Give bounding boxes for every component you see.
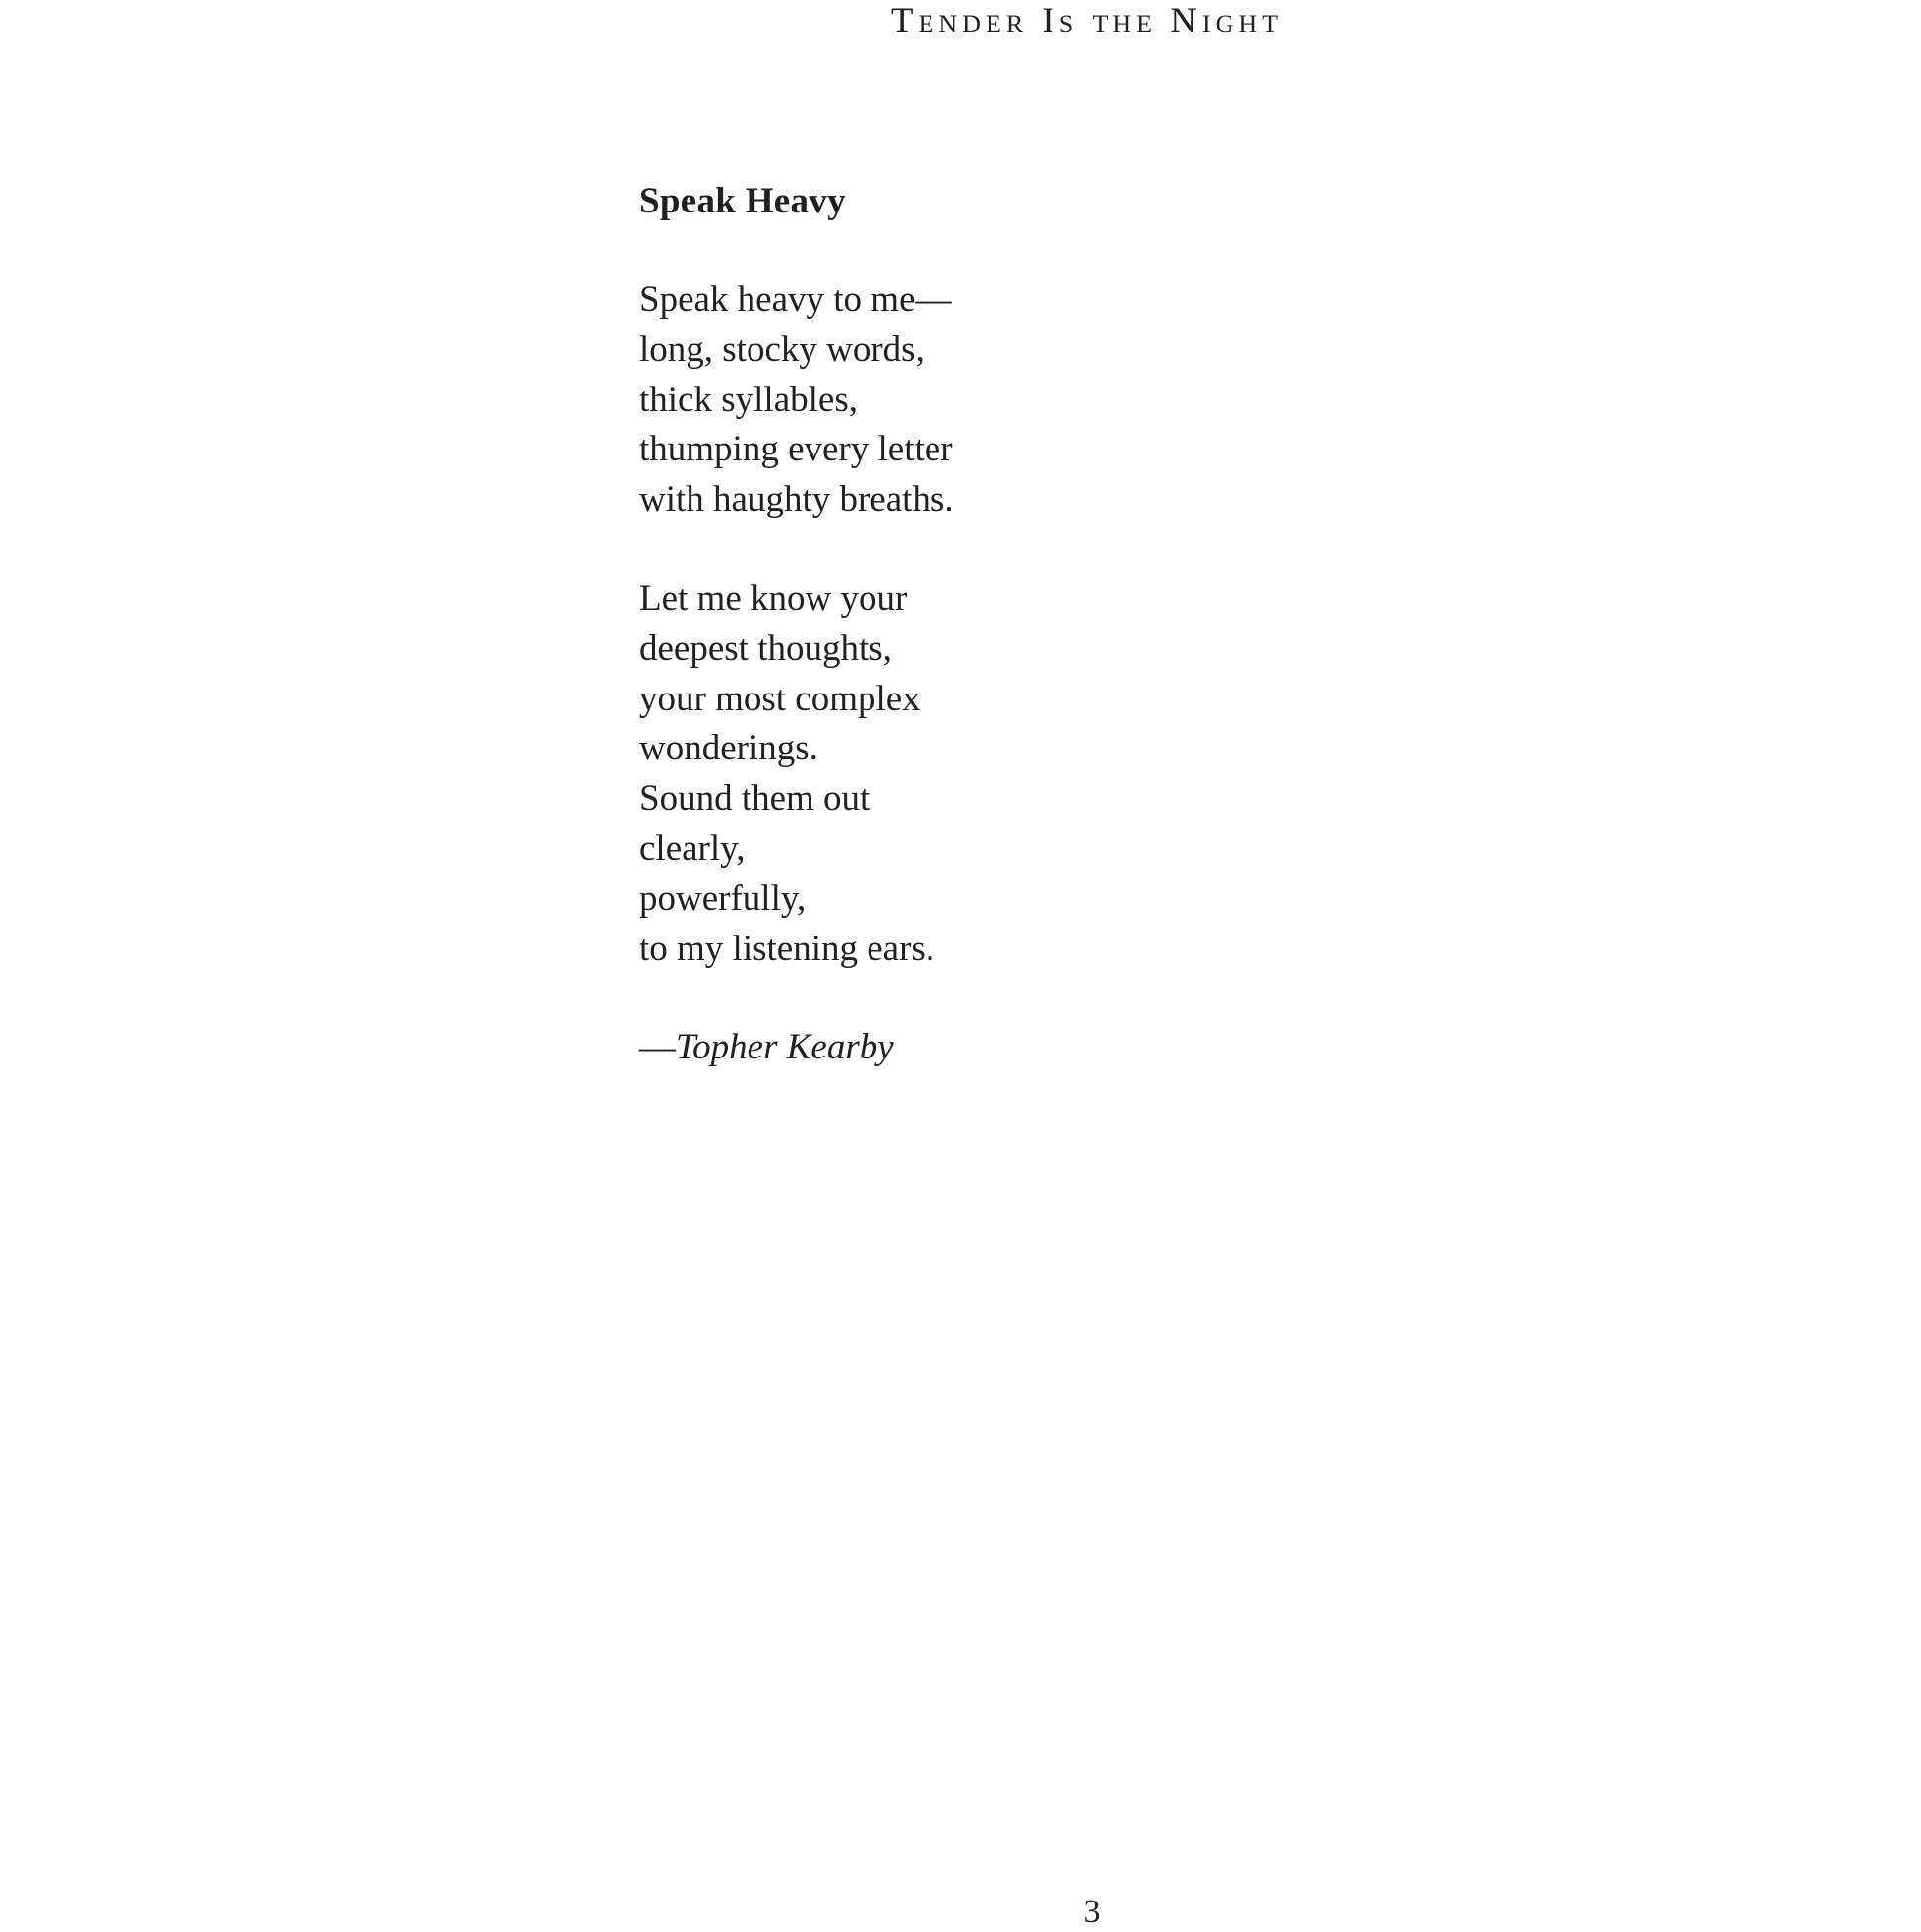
poem-line: wonderings. [639, 728, 818, 769]
poem-line: with haughty breaths. [639, 479, 954, 520]
poem-line: thumping every letter [639, 429, 953, 470]
poem-line: your most complex [639, 678, 921, 719]
poem-line: thick syllables, [639, 379, 858, 420]
page-number: 3 [1083, 1894, 1101, 1930]
stanza-1 [639, 275, 1328, 525]
poem-title: Speak Heavy [639, 181, 846, 221]
poem-line: long, stocky words, [639, 329, 925, 370]
poem-line: deepest thoughts, [639, 628, 892, 669]
author-name: Topher Kearby [676, 1027, 894, 1068]
poem-line: Sound them out [639, 778, 870, 819]
book-title: Tender Is the Night [890, 1, 1284, 41]
poem-line: Speak heavy to me— [639, 279, 952, 320]
poem [639, 177, 1328, 1073]
poem-line: to my listening ears. [639, 928, 935, 969]
poem-line: clearly, [639, 827, 746, 869]
poem-line: Let me know your [639, 577, 908, 619]
attribution-dash: — [639, 1027, 676, 1068]
poem-attribution [639, 1023, 1328, 1073]
stanza-2 [639, 574, 1328, 974]
running-header [0, 2, 1921, 41]
poem-line: powerfully, [639, 877, 807, 919]
